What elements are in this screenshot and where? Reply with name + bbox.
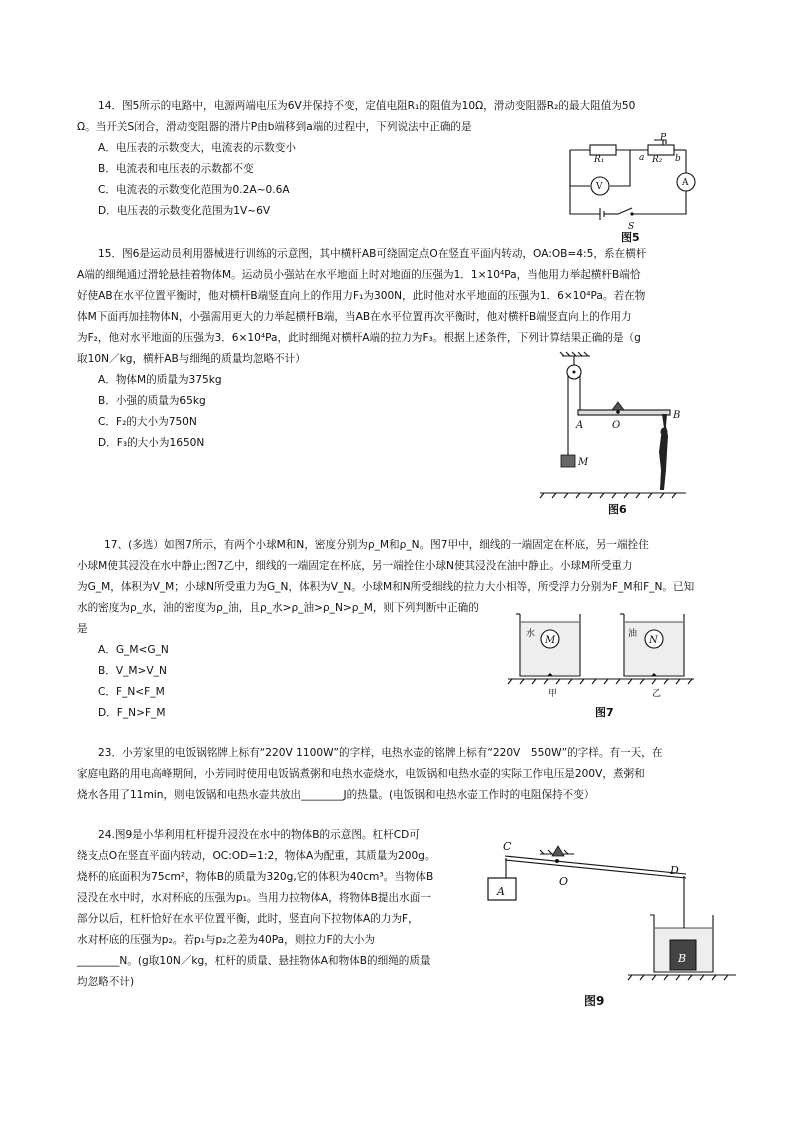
q24-line-2: 绕支点O在竖直平面内转动，OC:OD=1:2，物体A为配重，其质量为200g。 [77,850,436,862]
q14-line-2: Ω。当开关S闭合，滑动变阻器的滑片P由b端移到a端的过程中，下列说法中正确的是 [77,121,472,133]
figure-9-caption: 图9 [584,994,605,1008]
q24-line-5: 部分以后，杠杆恰好在水平位置平衡，此时，竖直向下拉物体A的力为F， [77,913,419,925]
q14-option-d: D．电压表的示数变化范围为1V~6V [98,205,271,217]
fig5-label-a: a [639,153,645,163]
fig9-label-b: B [678,952,687,965]
fig7-liquid-water: 水 [526,629,536,639]
fig6-label-m: M [578,457,589,468]
q15-line-3: 好使AB在水平位置平衡时，他对横杆B端竖直向上的作用力F₁为300N，此时他对水平地面的压强为1．6×10⁴Pa。若在物 [77,290,646,302]
q15-line-1: 15．图6是运动员利用器械进行训练的示意图，其中横杆AB可绕固定点O在竖直平面内转动，OA:OB=4:5，系在横杆 [98,248,647,260]
q17-option-b: B．V_M>V_N [98,665,167,677]
fig5-label-s: S [628,222,635,232]
q23-line-3: 烧水各用了11min，则电饭锅和电热水壶共放出________J的热量。(电饭锅和电热水壶工作时的电阻保持不变） [77,789,595,801]
fig5-label-b: b [675,154,681,164]
q24-line-1: 24.图9是小华利用杠杆提升浸没在水中的物体B的示意图。杠杆CD可 [98,829,420,841]
fig7-label-left: 甲 [548,689,558,699]
q24-line-6: 水对杯底的压强为p₂。若p₁与p₂之差为40Pa，则拉力F的大小为 [77,934,375,946]
fig9-label-c: C [503,840,512,853]
q24-line-4: 浸没在水中时，水对杯底的压强为p₁。当用力拉物体A，将物体B提出水面一 [77,892,431,904]
figure-5-caption: 图5 [621,231,640,244]
q17-line-5: 是 [77,623,88,635]
q17-line-4: 水的密度为ρ_水，油的密度为ρ_油，且ρ_水>ρ_油>ρ_N>ρ_M，则下列判断中正确的 [77,602,479,614]
q17-option-c: C．F_N<F_M [98,686,165,698]
q17-option-a: A．G_M<G_N [98,644,169,656]
fig5-label-r2: R₂ [652,155,663,165]
q23-line-2: 家庭电路的用电高峰期间，小芳同时使用电饭锅煮粥和电热水壶烧水，电饭锅和电热水壶的实际工作电压是200V，煮粥和 [77,768,645,780]
q15-option-c: C．F₂的大小为750N [98,416,197,428]
q24-line-7: ________N。(g取10N／kg，杠杆的质量、悬挂物体A和物体B的细绳的质量 [77,955,431,967]
q14-option-b: B．电流表和电压表的示数都不变 [98,163,254,175]
q17-line-3: 为G_M，体积为V_M；小球N所受重力为G_N，体积为V_N。小球M和N所受细线的拉力大小相等，所受浮力分别为F_M和F_N。已知 [77,581,695,593]
q17-option-d: D．F_N>F_M [98,707,166,719]
fig7-ball-n: N [649,635,658,646]
fig5-label-r1: R₁ [594,155,605,165]
fig9-label-a: A [497,885,505,898]
q15-option-b: B．小强的质量为65kg [98,395,206,407]
fig6-label-b: B [673,410,681,421]
fig7-liquid-oil: 油 [628,629,638,639]
q17-line-1: 17、(多选）如图7所示，有两个小球M和N，密度分别为ρ_M和ρ_N。图7甲中，细线的一端固定在杯底，另一端拴住 [104,539,649,551]
fig7-ball-m: M [545,635,556,646]
q15-option-a: A．物体M的质量为375kg [98,374,222,386]
fig5-ammeter-label: A [682,178,689,188]
q24-line-3: 烧杯的底面积为75cm²，物体B的质量为320g,它的体积为40cm³。当物体B [77,871,434,883]
q15-line-5: 为F₂，他对水平地面的压强为3．6×10⁴Pa，此时细绳对横杆A端的拉力为F₃。根据上述条件，下列计算结果正确的是（g [77,332,641,344]
q15-line-2: A端的细绳通过滑轮悬挂着物体M。运动员小强站在水平地面上时对地面的压强为1．1×10⁴Pa，当他用力举起横杆B端恰 [77,269,641,281]
fig9-label-o: O [559,875,569,888]
fig5-voltmeter-label: V [596,182,603,192]
q23-line-1: 23．小芳家里的电饭锅铭牌上标有“220V 1100W”的字样，电热水壶的铭牌上标有“220V 550W”的字样。有一天，在 [98,747,663,759]
q14-line-1: 14．图5所示的电路中，电源两端电压为6V并保持不变，定值电阻R₁的阻值为10Ω，滑动变阻器R₂的最大阻值为50 [98,100,636,112]
fig9-label-d: D [670,864,679,877]
q15-line-6: 取10N／kg，横杆AB与细绳的质量均忽略不计） [77,353,306,365]
fig7-label-right: 乙 [652,689,662,699]
q24-line-8: 均忽略不计) [77,976,135,988]
q14-option-a: A．电压表的示数变大，电流表的示数变小 [98,142,296,154]
figure-6-caption: 图6 [608,503,627,516]
fig6-label-a: A [576,420,584,431]
q15-option-d: D．F₃的大小为1650N [98,437,205,449]
figure-7-caption: 图7 [595,706,614,719]
q17-line-2: 小球M使其浸没在水中静止;图7乙中，细线的一端固定在杯底，另一端拴住小球N使其浸没在油中静止。小球M所受重力 [77,560,633,572]
fig6-label-o: O [612,420,621,431]
q15-line-4: 体M下面再加挂物体N，小强需用更大的力举起横杆B端，当AB在水平位置再次平衡时，他对横杆B端竖直向上的作用力 [77,311,632,323]
q14-option-c: C．电流表的示数变化范围为0.2A~0.6A [98,184,290,196]
fig5-label-p: P [660,133,667,143]
